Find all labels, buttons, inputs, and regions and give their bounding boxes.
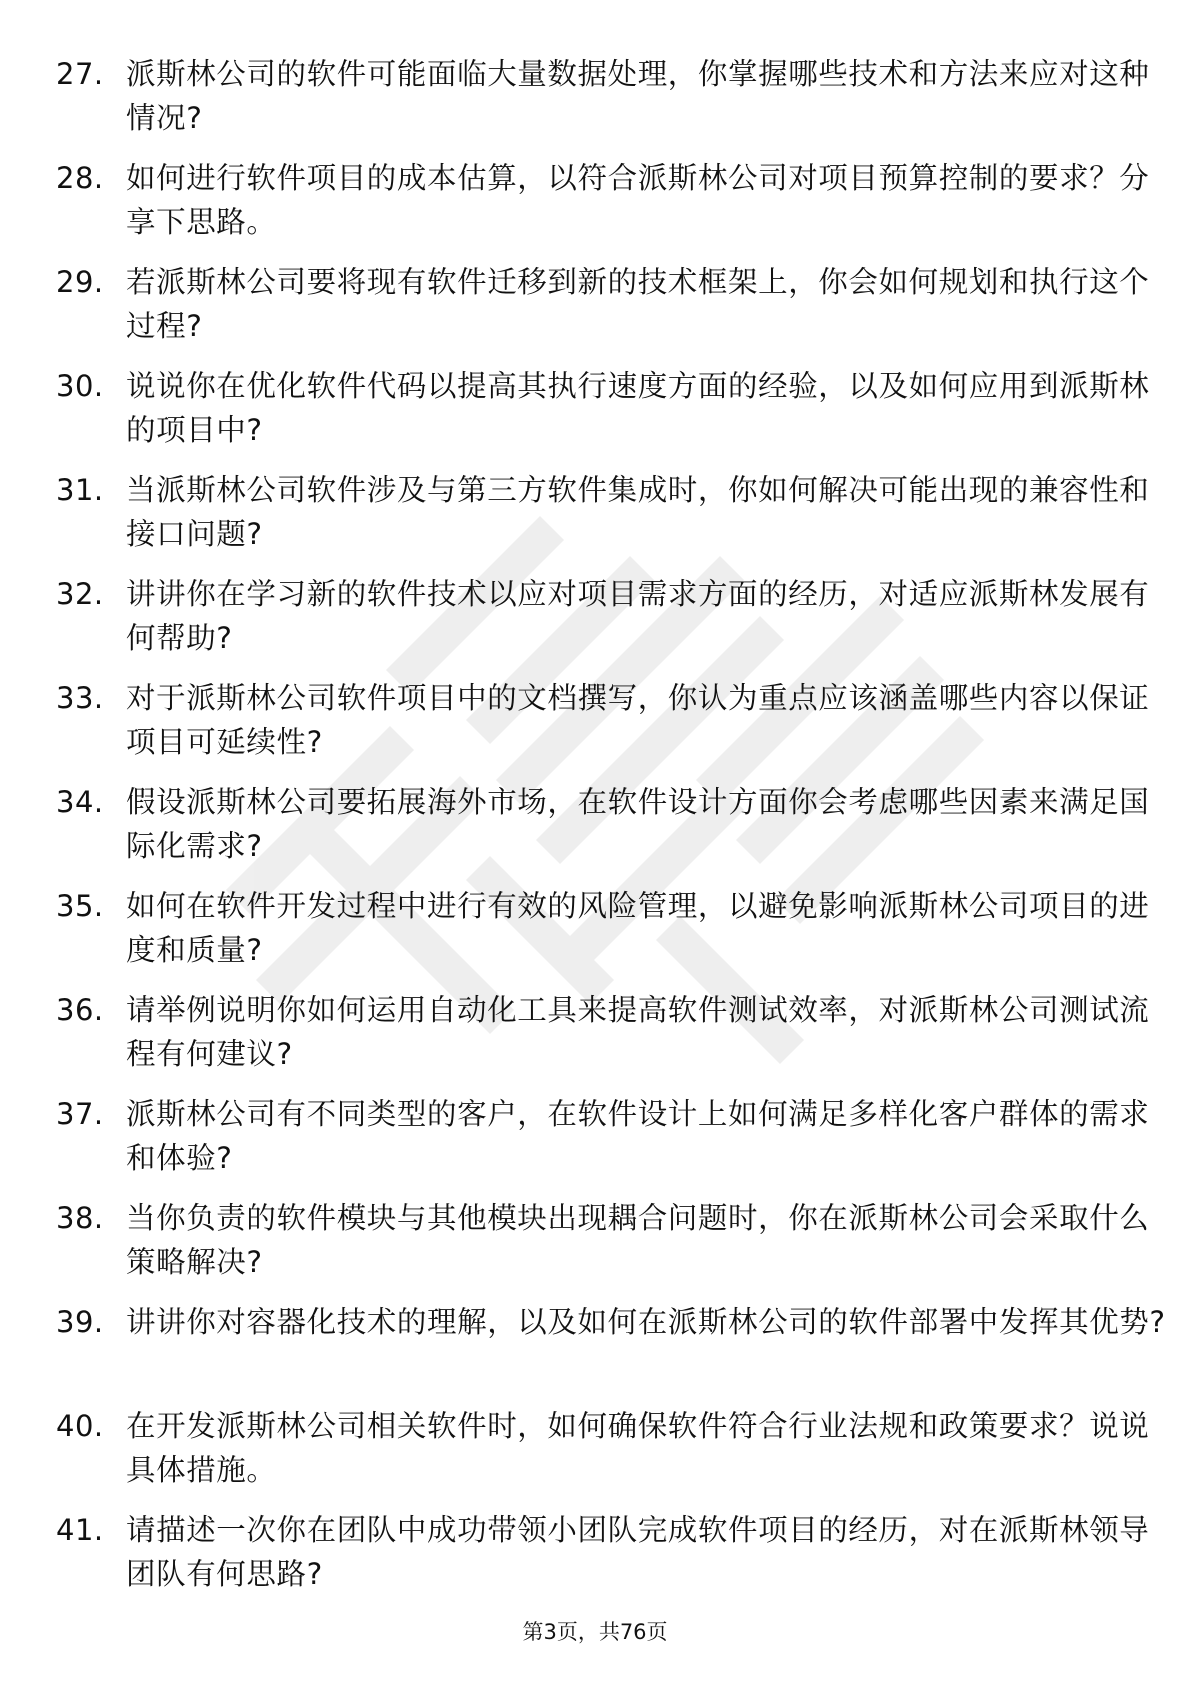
question-text: 请描述一次你在团队中成功带领小团队完成软件项目的经历，对在派斯林领导团队有何思路? (126, 1513, 1150, 1591)
question-text: 在开发派斯林公司相关软件时，如何确保软件符合行业法规和政策要求？说说具体措施。 (126, 1409, 1150, 1487)
question-list (56, 52, 1166, 1612)
question-number: 39. (56, 1305, 104, 1339)
question-number: 27. (56, 57, 104, 91)
list-item (56, 364, 1150, 468)
question-text: 请举例说明你如何运用自动化工具来提高软件测试效率，对派斯林公司测试流程有何建议? (126, 993, 1150, 1071)
list-item (56, 884, 1150, 988)
question-number: 29. (56, 265, 104, 299)
question-text: 如何在软件开发过程中进行有效的风险管理，以避免影响派斯林公司项目的进度和质量? (126, 889, 1150, 967)
question-text: 假设派斯林公司要拓展海外市场，在软件设计方面你会考虑哪些因素来满足国际化需求? (126, 785, 1150, 863)
question-text: 若派斯林公司要将现有软件迁移到新的技术框架上，你会如何规划和执行这个过程? (126, 265, 1150, 343)
question-text: 派斯林公司有不同类型的客户，在软件设计上如何满足多样化客户群体的需求和体验? (126, 1097, 1150, 1175)
question-number: 31. (56, 473, 104, 507)
list-item (56, 988, 1150, 1092)
question-text: 说说你在优化软件代码以提高其执行速度方面的经验，以及如何应用到派斯林的项目中? (126, 369, 1150, 447)
question-number: 37. (56, 1097, 104, 1131)
question-number: 35. (56, 889, 104, 923)
list-item (56, 468, 1150, 572)
question-text: 讲讲你在学习新的软件技术以应对项目需求方面的经历，对适应派斯林发展有何帮助? (126, 577, 1150, 655)
question-text: 讲讲你对容器化技术的理解，以及如何在派斯林公司的软件部署中发挥其优势? (126, 1305, 1166, 1339)
question-number: 33. (56, 681, 104, 715)
list-item (56, 1404, 1150, 1508)
list-item (56, 1092, 1150, 1196)
list-item (56, 572, 1150, 676)
list-item (56, 780, 1150, 884)
page-number-footer: 第3页，共76页 (522, 1620, 668, 1644)
question-number: 34. (56, 785, 104, 819)
list-item (56, 260, 1150, 364)
list-item (56, 1196, 1150, 1300)
question-number: 36. (56, 993, 104, 1027)
list-item (56, 1300, 1166, 1404)
question-text: 如何进行软件项目的成本估算，以符合派斯林公司对项目预算控制的要求？分享下思路。 (126, 161, 1150, 239)
list-item (56, 156, 1150, 260)
question-text: 派斯林公司的软件可能面临大量数据处理，你掌握哪些技术和方法来应对这种情况? (126, 57, 1150, 135)
question-number: 32. (56, 577, 104, 611)
question-text: 当你负责的软件模块与其他模块出现耦合问题时，你在派斯林公司会采取什么策略解决? (126, 1201, 1150, 1279)
question-number: 30. (56, 369, 104, 403)
question-number: 38. (56, 1201, 104, 1235)
question-number: 41. (56, 1513, 104, 1547)
list-item (56, 676, 1150, 780)
list-item (56, 1508, 1150, 1612)
list-item (56, 52, 1150, 156)
question-text: 对于派斯林公司软件项目中的文档撰写，你认为重点应该涵盖哪些内容以保证项目可延续性? (126, 681, 1150, 759)
question-number: 28. (56, 161, 104, 195)
question-number: 40. (56, 1409, 104, 1443)
question-text: 当派斯林公司软件涉及与第三方软件集成时，你如何解决可能出现的兼容性和接口问题? (126, 473, 1150, 551)
